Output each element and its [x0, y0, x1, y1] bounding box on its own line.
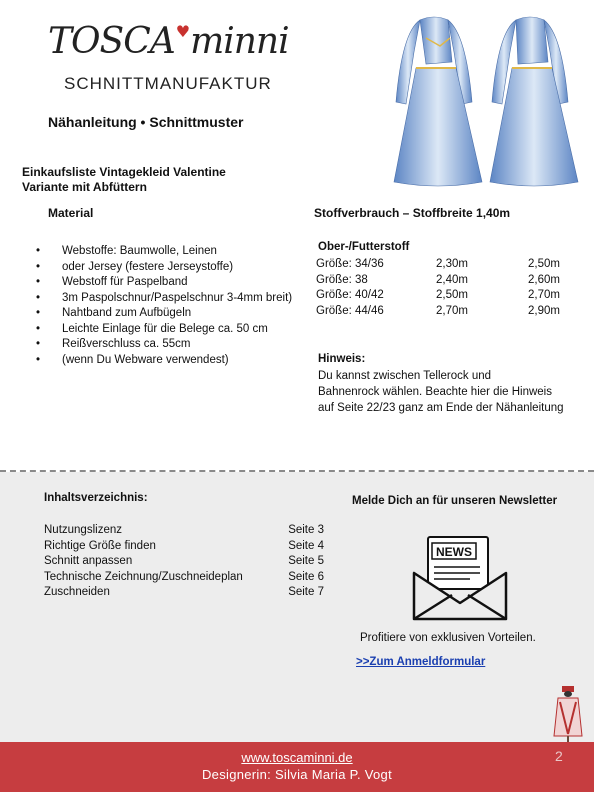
dress-illustration — [392, 12, 582, 190]
document-subtitle: Nähanleitung • Schnittmuster — [48, 114, 244, 130]
brand-name-part2: minni — [190, 21, 289, 62]
toc-entry — [44, 570, 324, 586]
material-item: • Webstoffe: Baumwolle, Leinen — [36, 244, 326, 260]
amount-cell: 2,60m — [528, 273, 560, 286]
website-link[interactable]: www.toscaminni.de — [241, 750, 353, 765]
toc-page: Seite 7 — [288, 586, 324, 598]
amount-cell: 2,70m — [528, 289, 560, 301]
size-cell: Größe: 34/36 — [316, 258, 384, 270]
amount-cell: 2,30m — [436, 258, 468, 270]
brand-name-part1: TOSCA — [48, 21, 175, 62]
material-item: • Leichte Einlage für die Belege ca. 50 cm — [36, 322, 326, 338]
newspaper-envelope-icon — [410, 533, 510, 623]
note-line: Du kannst zwischen Tellerock und — [318, 370, 492, 382]
shopping-list-line2: Variante mit Abfüttern — [22, 180, 147, 194]
amount-cell: 2,90m — [528, 304, 560, 317]
toc-label: Zuschneiden — [44, 586, 110, 598]
toc-label: Richtige Größe finden — [44, 539, 156, 552]
toc-page: Seite 5 — [288, 555, 324, 567]
note-text — [318, 368, 580, 416]
shopping-list-title — [22, 165, 226, 195]
amount-cell: 2,50m — [528, 258, 560, 270]
dashed-divider — [0, 470, 594, 472]
amount-cell: 2,40m — [436, 273, 468, 286]
heart-icon: ♥ — [175, 22, 190, 41]
toc-label: Nutzungslizenz — [44, 524, 122, 536]
fabric-consumption-heading: Stoffverbrauch – Stoffbreite 1,40m — [314, 206, 511, 220]
signup-form-link[interactable]: >>Zum Anmeldformular — [356, 656, 486, 668]
material-item-continuation — [36, 353, 326, 369]
material-heading: Material — [48, 206, 94, 220]
table-row — [316, 288, 560, 304]
toc-entry — [44, 585, 324, 601]
size-cell: Größe: 44/46 — [316, 304, 384, 317]
toc-page: Seite 3 — [288, 524, 324, 536]
table-row — [316, 273, 560, 289]
toc-page: Seite 6 — [288, 570, 324, 583]
size-cell: Größe: 40/42 — [316, 289, 384, 301]
page-number: 2 — [555, 748, 563, 764]
size-cell: Größe: 38 — [316, 273, 368, 286]
toc-entry — [44, 539, 324, 555]
material-item: • Reißverschluss ca. 55cm — [36, 337, 326, 353]
material-item: • 3m Paspolschnur/Paspelschnur 3-4mm breit) — [36, 291, 326, 307]
designer-credit: Designerin: Silvia Maria P. Vogt — [201, 767, 392, 782]
brand-tagline: SCHNITTMANUFAKTUR — [64, 74, 272, 93]
toc-entry — [44, 523, 324, 539]
amount-cell: 2,50m — [436, 289, 468, 301]
material-item-continuation — [36, 260, 326, 276]
material-item: • Webstoff für Paspelband — [36, 275, 326, 291]
material-item-text: oder Jersey (festere Jerseystoffe) — [62, 260, 234, 273]
table-row — [316, 304, 560, 320]
toc-label: Technische Zeichnung/Zuschneideplan — [44, 570, 243, 583]
brand-logo — [48, 21, 289, 62]
toc-label: Schnitt anpassen — [44, 555, 133, 567]
news-icon-text: NEWS — [436, 545, 472, 559]
table-of-contents — [44, 523, 324, 601]
fabric-subheading: Ober-/Futterstoff — [318, 241, 410, 253]
newsletter-title: Melde Dich an für unseren Newsletter — [352, 495, 558, 507]
dress-front — [394, 17, 482, 186]
note-title: Hinweis: — [318, 353, 366, 365]
material-item: • Nahtband zum Aufbügeln — [36, 306, 326, 322]
shopping-list-line1: Einkaufsliste Vintagekleid Valentine — [22, 165, 226, 179]
newsletter-benefit: Profitiere von exklusiven Vorteilen. — [360, 632, 536, 644]
material-list — [36, 244, 326, 368]
dress-back — [490, 17, 578, 186]
note-line: auf Seite 22/23 ganz am Ende der Nähanleitung — [318, 402, 564, 414]
table-row — [316, 257, 560, 273]
amount-cell: 2,70m — [436, 304, 468, 317]
toc-page: Seite 4 — [288, 539, 324, 552]
toc-entry — [44, 554, 324, 570]
material-item-text: (wenn Du Webware verwendest) — [62, 353, 229, 366]
fabric-table — [316, 257, 560, 319]
toc-title: Inhaltsverzeichnis: — [44, 492, 148, 504]
footer — [0, 742, 594, 792]
note-line: Bahnenrock wählen. Beachte hier die Hinweis — [318, 386, 552, 398]
